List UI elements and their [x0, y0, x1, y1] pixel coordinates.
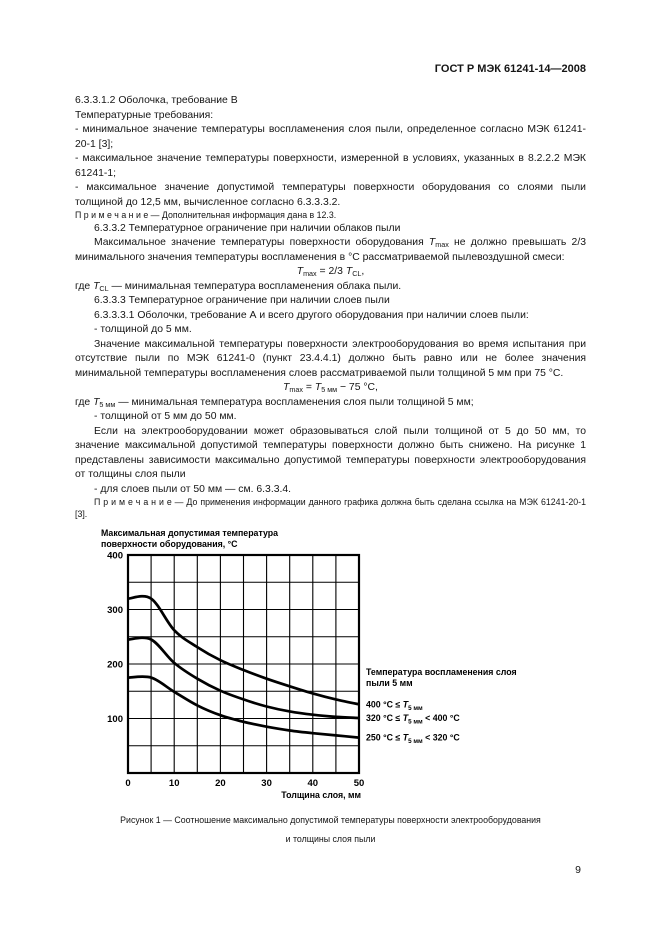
caption-line: и толщины слоя пыли	[285, 833, 376, 844]
y-tick-label: 200	[107, 659, 123, 671]
math-var: T	[93, 396, 100, 408]
list-item: - максимальное значение температуры поверхности, измеренной в условиях, указанных в 8.2.2.2 МЭК 61241-1;	[75, 153, 586, 179]
document-header-title: ГОСТ Р МЭК 61241-14—2008	[434, 63, 586, 75]
x-tick-label: 50	[353, 778, 365, 789]
y-tick-label: 100	[107, 714, 123, 725]
x-tick-label: 0	[125, 778, 131, 789]
heading-6-3-3-3: 6.3.3.3 Температурное ограничение при наличии слоев пыли	[94, 295, 390, 306]
formula-text: ,	[361, 266, 365, 277]
paragraph-text: не должно превышать 2/3 минимального значения температуры воспламенения в °С рассматриваемой пылевоздушной смеси:	[75, 237, 586, 263]
list-item: - минимальное значение температуры воспламенения слоя пыли, определенное согласно МЭК 61241-20-1 [3];	[75, 124, 586, 150]
chart-title-line2: поверхности оборудования, °С	[101, 539, 238, 549]
math-sub: max	[289, 385, 303, 394]
figure-1	[93, 525, 586, 811]
formula-text: =	[303, 382, 315, 393]
math-var: T	[428, 237, 436, 248]
x-tick-label: 30	[261, 778, 272, 789]
formula-tmax-layer	[75, 381, 586, 396]
paragraph-temp-requirements: Температурные требования:	[75, 109, 214, 121]
legend-entry: 400 $^\circ С \le T_{5 мм}$	[366, 699, 423, 712]
heading-6-3-3-1-2: 6.3.3.1.2 Оболочка, требование В	[75, 95, 238, 106]
paragraph-5-50: Если на электрооборудовании может образовываться слой пыли толщиной от 5 до 50 мм, то значение максимальной допустимой температуры поверхности должно быть снижено. На рисунке 1 представлены зависимости максимально допустимой температуры поверхности электрооборудования от толщины слоя пыли	[75, 425, 586, 480]
formula-text: − 75 °С,	[337, 382, 378, 393]
figure-1-chart	[93, 525, 571, 805]
paragraph-where-tcl	[75, 280, 586, 295]
math-var: T	[314, 382, 322, 393]
x-tick-label: 20	[215, 778, 226, 789]
list-item: - для слоев пыли от 50 мм — см. 6.3.3.4.	[94, 483, 292, 495]
math-sub: CL	[352, 269, 362, 278]
heading-6-3-3-2: 6.3.3.2 Температурное ограничение при наличии облаков пыли	[94, 222, 401, 234]
paragraph-6-3-3-2	[75, 236, 586, 265]
legend-title-line1: Температура воспламенения слоя	[366, 667, 517, 677]
legend-title-line2: пыли 5 мм	[366, 678, 413, 688]
math-sub: max	[303, 269, 317, 278]
paragraph-text: Максимальное значение температуры поверхности оборудования	[94, 237, 429, 248]
math-var: T	[296, 266, 304, 277]
legend-entry: 320 $^\circ С \le T_{5 мм} < 400$ °С	[366, 712, 460, 726]
y-tick-label: 400	[107, 550, 123, 562]
note-2: П р и м е ч а н и е — До применения информации данного графика должна быть сделана ссылка на МЭК 61241-20-1 [3].	[75, 497, 586, 519]
figure-1-caption	[75, 811, 586, 849]
note-1: П р и м е ч а н и е — Дополнительная информация дана в 12.3.	[75, 210, 337, 220]
paragraph-text: — минимальная температура воспламенения слоя пыли толщиной 5 мм;	[115, 396, 474, 408]
x-axis-label: Толщина слоя, мм	[281, 790, 361, 800]
y-tick-label: 300	[107, 605, 123, 616]
formula-tmax-cloud	[75, 265, 586, 280]
paragraph-where-t5mm	[75, 396, 586, 411]
math-sub: 5 мм	[99, 399, 116, 409]
math-sub: CL	[99, 283, 109, 293]
math-var: T	[283, 382, 290, 393]
math-var: T	[345, 266, 353, 277]
paragraph-text: где	[75, 396, 94, 408]
list-item: - максимальное значение допустимой температуры поверхности оборудования со слоями пыли толщиной до 12,5 мм, вычисленное согласно 6.3.3.3.2.	[75, 182, 586, 208]
x-tick-label: 10	[168, 778, 180, 789]
document-body	[75, 94, 586, 849]
paragraph-text: где	[75, 280, 94, 292]
math-var: T	[93, 280, 100, 292]
x-tick-label: 40	[307, 778, 319, 789]
paragraph-text: — минимальная температура воспламенения облака пыли.	[108, 280, 402, 292]
list-item: - толщиной до 5 мм.	[94, 324, 192, 335]
formula-text: = 2/3	[316, 266, 346, 277]
paragraph-5mm: Значение максимальной температуры поверхности электрооборудования во время испытания при отсутствие пыли по МЭК 61241-0 (пункт 23.4.4.1) должно быть равно или не более значения минимальной температуры воспламенения слоев рассматриваемой пыли толщиной 5 мм при 75 °С.	[75, 338, 586, 379]
caption-line: Рисунок 1 — Соотношение максимально допустимой температуры поверхности электрооборудования	[120, 814, 541, 825]
page-number: 9	[575, 864, 581, 876]
math-sub: max	[435, 240, 449, 249]
legend-entry: 250 $^\circ С \le T_{5 мм} < 320$ °С	[366, 732, 460, 746]
heading-6-3-3-3-1: 6.3.3.3.1 Оболочки, требование А и всего другого оборудования при наличии слоев пыли:	[94, 309, 529, 321]
math-sub: 5 мм	[321, 385, 338, 394]
list-item: - толщиной от 5 мм до 50 мм.	[94, 411, 237, 422]
chart-title-line1: Максимальная допустимая температура	[101, 528, 279, 538]
